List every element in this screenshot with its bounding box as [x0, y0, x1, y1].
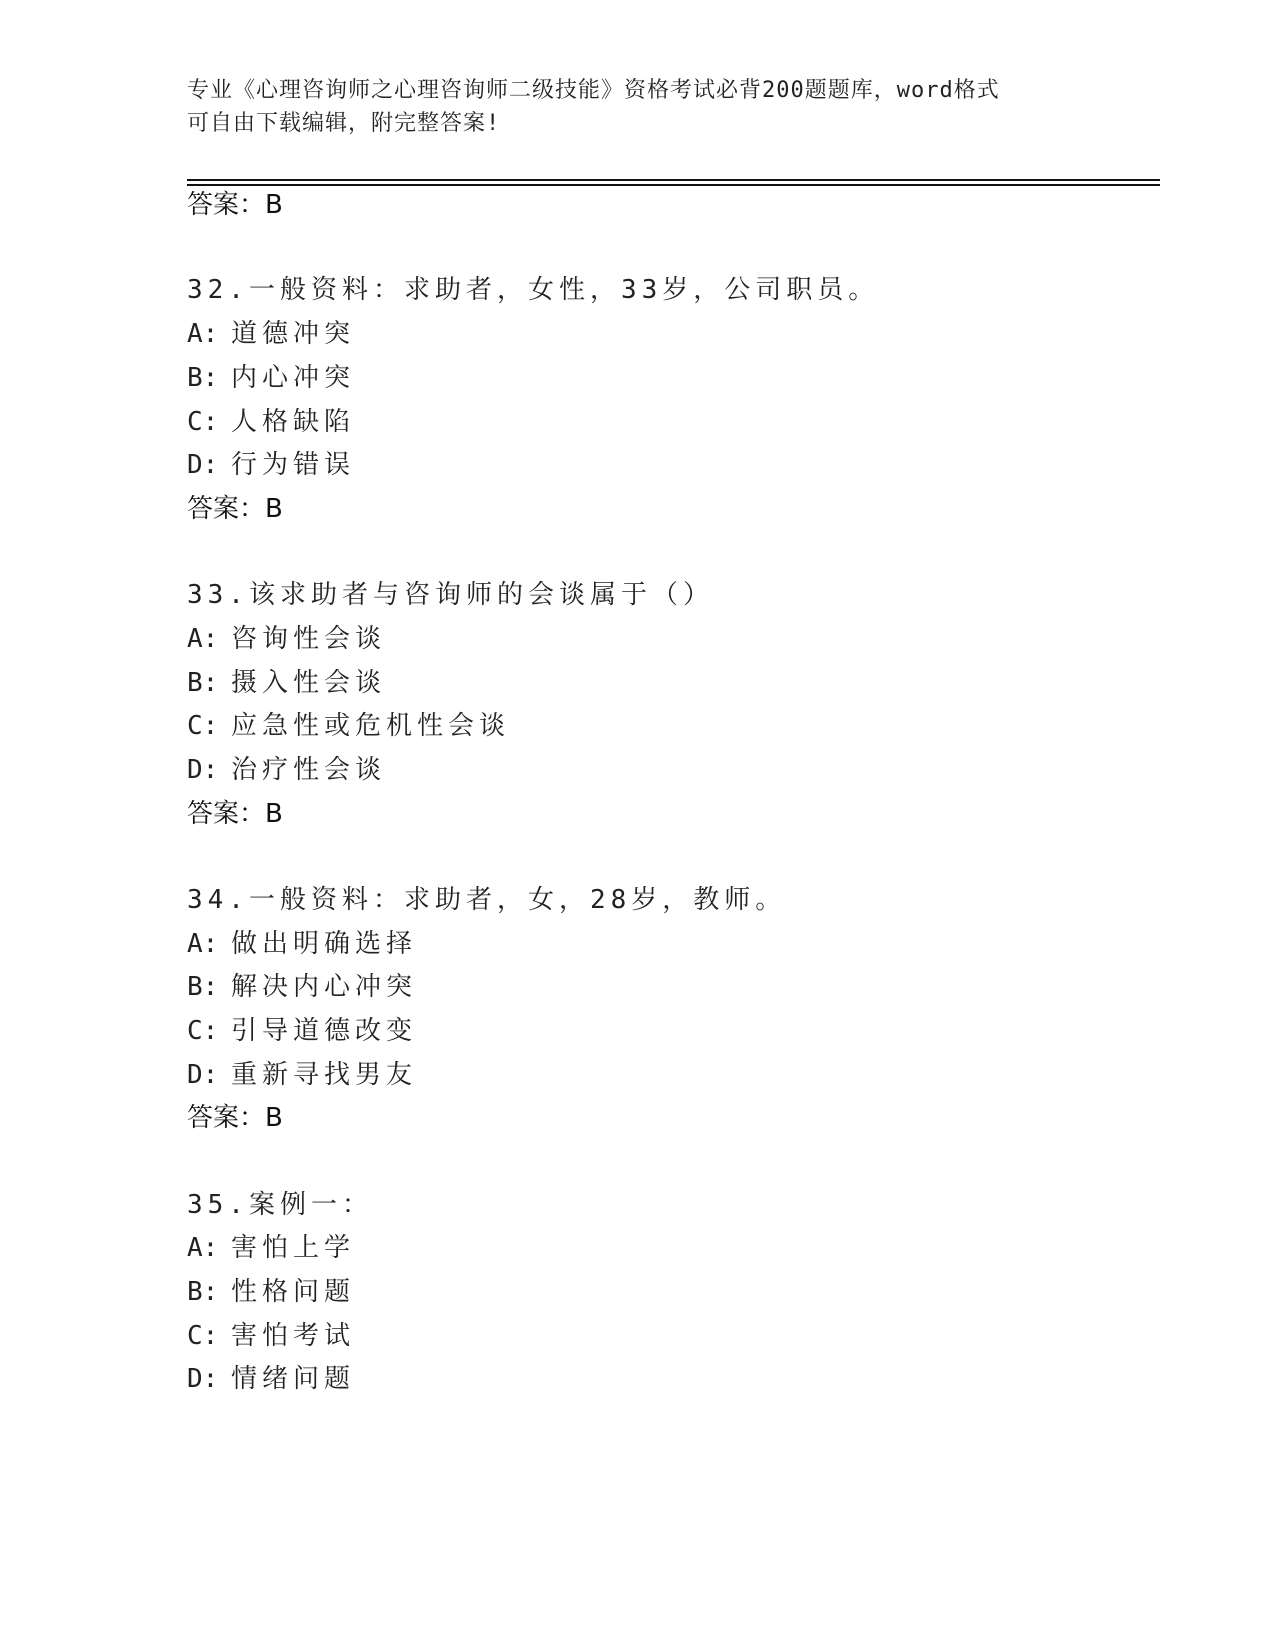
option-label: D:: [187, 1364, 219, 1394]
option-text: 做出明确选择: [231, 929, 418, 959]
q34-option-b: [187, 969, 417, 1005]
question-32: 32.一般资料：求助者，女性，33岁，公司职员。: [187, 275, 880, 305]
option-text: 重新寻找男友: [231, 1060, 418, 1090]
option-text: 道德冲突: [231, 319, 356, 349]
option-text: 解决内心冲突: [231, 972, 418, 1002]
option-label: D:: [187, 450, 219, 480]
option-text: 摄入性会谈: [231, 668, 387, 698]
question-34: 34.一般资料：求助者，女，28岁，教师。: [187, 885, 787, 915]
option-label: A:: [187, 929, 219, 959]
q32-option-b: [187, 360, 355, 396]
q35-option-c: [187, 1318, 355, 1354]
option-label: B:: [187, 363, 219, 393]
option-label: C:: [187, 407, 219, 437]
q33-option-d: [187, 752, 386, 788]
q33-option-c: [187, 708, 510, 744]
option-text: 性格问题: [231, 1277, 356, 1307]
q35-option-b: [187, 1274, 355, 1310]
answer-line-32: 答案：B: [187, 494, 283, 524]
option-label: D:: [187, 755, 219, 785]
header-title-line-1: 专业《心理咨询师之心理咨询师二级技能》资格考试必背200题题库，word格式: [187, 78, 1000, 103]
question-33: 33.该求助者与咨询师的会谈属于（）: [187, 580, 714, 610]
option-label: D:: [187, 1060, 219, 1090]
q34-option-a: [187, 926, 417, 962]
option-label: B:: [187, 668, 219, 698]
document-header: [187, 74, 1067, 140]
q32-option-d: [187, 447, 355, 483]
q34-option-d: [187, 1057, 417, 1093]
q33-option-b: [187, 665, 386, 701]
question-35: 35.案例一：: [187, 1190, 373, 1220]
q34-option-c: [187, 1013, 417, 1049]
option-text: 引导道德改变: [231, 1016, 418, 1046]
option-text: 害怕考试: [231, 1321, 356, 1351]
answer-line-34: 答案：B: [187, 1103, 283, 1133]
option-label: A:: [187, 1233, 219, 1263]
option-text: 咨询性会谈: [231, 624, 387, 654]
option-label: B:: [187, 972, 219, 1002]
option-label: A:: [187, 624, 219, 654]
q32-option-c: [187, 404, 355, 440]
option-label: B:: [187, 1277, 219, 1307]
answer-line-31: 答案：B: [187, 190, 283, 220]
option-text: 害怕上学: [231, 1233, 356, 1263]
option-label: C:: [187, 711, 219, 741]
option-label: A:: [187, 319, 219, 349]
answer-line-33: 答案：B: [187, 799, 283, 829]
option-label: C:: [187, 1321, 219, 1351]
option-text: 情绪问题: [231, 1364, 356, 1394]
q35-option-a: [187, 1230, 355, 1266]
option-text: 内心冲突: [231, 363, 356, 393]
q35-option-d: [187, 1361, 355, 1397]
header-divider-top: [187, 179, 1160, 181]
header-title-line-2: 可自由下载编辑，附完整答案!: [187, 111, 501, 136]
option-text: 应急性或危机性会谈: [231, 711, 511, 741]
option-text: 人格缺陷: [231, 407, 356, 437]
option-label: C:: [187, 1016, 219, 1046]
q33-option-a: [187, 621, 386, 657]
option-text: 治疗性会谈: [231, 755, 387, 785]
header-divider-bottom: [187, 184, 1160, 186]
q32-option-a: [187, 316, 355, 352]
option-text: 行为错误: [231, 450, 356, 480]
